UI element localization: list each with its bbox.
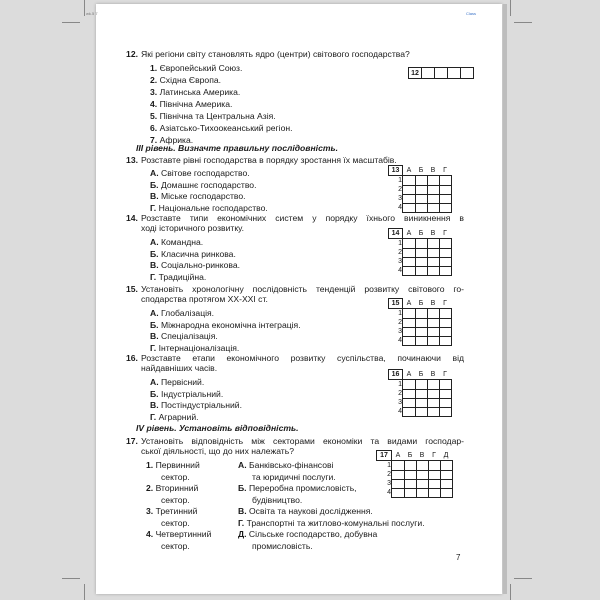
answer-cell[interactable] bbox=[415, 248, 427, 257]
answer-cell[interactable] bbox=[439, 203, 451, 212]
option: Г. Інтернаціоналізація. bbox=[150, 342, 240, 353]
option: Б. Міжнародна економічна інтеграція. bbox=[150, 319, 301, 330]
answer-cell[interactable] bbox=[439, 194, 451, 203]
option: В. Постіндустріальний. bbox=[150, 400, 242, 410]
answer-grid-17: 17 А Б В Г Д 1 2 3 4 bbox=[376, 450, 453, 498]
answer-cell[interactable] bbox=[440, 479, 452, 488]
answer-cell[interactable] bbox=[439, 389, 451, 398]
option: 6. Азіатсько-Тихоокеанський регіон. bbox=[150, 123, 293, 133]
answer-grid-12 bbox=[408, 67, 474, 79]
activity-item: В. Освіта та наукові дослідження. bbox=[238, 506, 373, 516]
question-12 bbox=[126, 49, 410, 59]
answer-cell[interactable] bbox=[440, 470, 452, 479]
option: В. Спеціалізація. bbox=[150, 331, 218, 341]
answer-cell[interactable] bbox=[427, 248, 439, 257]
answer-cell[interactable] bbox=[439, 185, 451, 194]
option: Г. Національне господарство. bbox=[150, 202, 268, 213]
option: Б. Індустріальний. bbox=[150, 388, 224, 399]
answer-cell[interactable] bbox=[415, 257, 427, 266]
option: 7. Африка. bbox=[150, 135, 194, 145]
answer-cell[interactable] bbox=[403, 309, 416, 319]
answer-cell[interactable] bbox=[422, 68, 435, 79]
answer-cell[interactable] bbox=[404, 479, 416, 488]
crop-mark bbox=[62, 22, 80, 23]
answer-cell[interactable] bbox=[439, 266, 451, 275]
answer-cell[interactable] bbox=[435, 68, 448, 79]
answer-cell[interactable] bbox=[427, 327, 439, 336]
answer-cell[interactable] bbox=[439, 327, 451, 336]
option: 3. Латинська Америка. bbox=[150, 87, 241, 97]
sector-item: 3. Третинний сектор. bbox=[146, 506, 198, 528]
grid-tag: 15 bbox=[389, 299, 403, 309]
answer-cell[interactable] bbox=[403, 407, 416, 416]
answer-grid-14: 14 А Б В Г 1 2 3 4 bbox=[388, 228, 452, 276]
crop-mark bbox=[510, 584, 511, 600]
grid-tag: 17 bbox=[377, 451, 392, 461]
answer-cell[interactable] bbox=[403, 203, 416, 212]
page-number: 7 bbox=[456, 553, 461, 562]
answer-cell[interactable] bbox=[415, 327, 427, 336]
answer-cell[interactable] bbox=[403, 318, 416, 327]
answer-cell[interactable] bbox=[428, 461, 440, 471]
answer-cell[interactable] bbox=[415, 318, 427, 327]
question-number: 12. bbox=[126, 49, 138, 59]
answer-cell[interactable] bbox=[427, 185, 439, 194]
answer-cell[interactable] bbox=[415, 185, 427, 194]
q13-options bbox=[150, 168, 268, 214]
answer-cell[interactable] bbox=[427, 309, 439, 319]
answer-cell[interactable] bbox=[403, 380, 416, 390]
question-text: Які регіони світу становлять ядро (центри) світового господарства? bbox=[141, 49, 410, 59]
answer-cell[interactable] bbox=[427, 336, 439, 345]
q14-options bbox=[150, 237, 240, 283]
answer-cell[interactable] bbox=[392, 488, 405, 497]
answer-cell[interactable] bbox=[416, 488, 428, 497]
option: Б. Домашнє господарство. bbox=[150, 179, 257, 190]
answer-cell[interactable] bbox=[448, 68, 461, 79]
answer-cell[interactable] bbox=[428, 470, 440, 479]
answer-cell[interactable] bbox=[461, 68, 474, 79]
answer-cell[interactable] bbox=[403, 176, 416, 186]
answer-cell[interactable] bbox=[439, 309, 451, 319]
answer-cell[interactable] bbox=[403, 248, 416, 257]
answer-cell[interactable] bbox=[416, 470, 428, 479]
option: А. Командна. bbox=[150, 237, 204, 247]
question-17: 17. Установіть відповідність між секторами економіки та видами господар- ської діяльності, що до них належать? bbox=[126, 436, 464, 456]
running-header-right: Class bbox=[466, 11, 477, 16]
answer-cell[interactable] bbox=[415, 380, 427, 390]
grid-tag: 14 bbox=[389, 229, 403, 239]
answer-cell[interactable] bbox=[403, 266, 416, 275]
answer-cell[interactable] bbox=[403, 336, 416, 345]
option: А. Світове господарство. bbox=[150, 168, 250, 178]
question-13: 13. Розставте рівні господарства в порядку зростання їх масштабів. bbox=[126, 155, 397, 165]
option: 2. Східна Європа. bbox=[150, 75, 222, 85]
answer-cell[interactable] bbox=[427, 380, 439, 390]
answer-cell[interactable] bbox=[415, 407, 427, 416]
running-header-left: wk.5 7 bbox=[86, 11, 98, 16]
crop-mark bbox=[84, 0, 85, 16]
grid-tag: 12 bbox=[409, 68, 422, 79]
answer-cell[interactable] bbox=[439, 257, 451, 266]
page-spine bbox=[503, 4, 507, 594]
answer-cell[interactable] bbox=[403, 239, 416, 249]
option: 4. Північна Америка. bbox=[150, 99, 233, 109]
answer-cell[interactable] bbox=[404, 470, 416, 479]
activity-item: Г. Транспортні та житлово-комунальні послуги. bbox=[238, 517, 425, 528]
option: В. Міське господарство. bbox=[150, 191, 246, 201]
answer-cell[interactable] bbox=[427, 257, 439, 266]
answer-cell[interactable] bbox=[403, 194, 416, 203]
answer-cell[interactable] bbox=[427, 266, 439, 275]
answer-cell[interactable] bbox=[415, 309, 427, 319]
answer-cell[interactable] bbox=[392, 479, 405, 488]
answer-cell[interactable] bbox=[415, 194, 427, 203]
answer-cell[interactable] bbox=[415, 336, 427, 345]
grid-tag: 16 bbox=[389, 370, 403, 380]
answer-grid-16: 16 А Б В Г 1 2 3 4 bbox=[388, 369, 452, 417]
answer-cell[interactable] bbox=[403, 185, 416, 194]
answer-cell[interactable] bbox=[404, 461, 416, 471]
answer-cell[interactable] bbox=[439, 336, 451, 345]
answer-cell[interactable] bbox=[403, 257, 416, 266]
answer-cell[interactable] bbox=[428, 479, 440, 488]
answer-cell[interactable] bbox=[403, 327, 416, 336]
q15-options bbox=[150, 308, 301, 354]
q12-options bbox=[150, 62, 292, 146]
grid-tag: 13 bbox=[389, 166, 403, 176]
answer-cell[interactable] bbox=[427, 398, 439, 407]
option: 5. Північна та Центральна Азія. bbox=[150, 111, 276, 121]
crop-mark bbox=[62, 578, 80, 579]
answer-cell[interactable] bbox=[439, 380, 451, 390]
answer-cell[interactable] bbox=[415, 239, 427, 249]
answer-cell[interactable] bbox=[439, 318, 451, 327]
option: А. Глобалізація. bbox=[150, 308, 215, 318]
option: Г. Аграрний. bbox=[150, 411, 199, 422]
answer-cell[interactable] bbox=[416, 479, 428, 488]
level-3-heading: III рівень. Визначте правильну послідовність. bbox=[136, 143, 338, 153]
answer-cell[interactable] bbox=[427, 239, 439, 249]
question-14: 14. Розставте типи економічних систем у порядку їхнього виникнення в ході історичного розвитку. bbox=[126, 213, 464, 233]
answer-cell[interactable] bbox=[427, 194, 439, 203]
crop-mark bbox=[510, 0, 511, 16]
answer-cell[interactable] bbox=[415, 176, 427, 186]
answer-cell[interactable] bbox=[428, 488, 440, 497]
answer-grid-13: 13 А Б В Г 1 2 3 4 bbox=[388, 165, 452, 213]
option: 1. Європейський Союз. bbox=[150, 63, 243, 73]
answer-cell[interactable] bbox=[427, 318, 439, 327]
q17-left-column bbox=[146, 460, 211, 552]
answer-cell[interactable] bbox=[415, 203, 427, 212]
option: В. Соціально-ринкова. bbox=[150, 260, 241, 270]
crop-mark bbox=[514, 578, 532, 579]
answer-cell[interactable] bbox=[439, 239, 451, 249]
activity-item: А. Банківсько-фінансові bbox=[238, 460, 334, 470]
answer-cell[interactable] bbox=[439, 398, 451, 407]
sector-item: 1. Первинний сектор. bbox=[146, 460, 200, 482]
q17-right-column: А. Банківсько-фінансові та юридичні послуги. Б. Переробна промисловість, будівництво. В. Освіта та наукові дослідження. Г. Транспортні та житлово-комунальні послуги. Д. Сільське господарство, добувна промисловість. bbox=[238, 460, 425, 551]
sector-item: 4. Четвертинний сектор. bbox=[146, 529, 212, 551]
answer-cell[interactable] bbox=[392, 470, 405, 479]
answer-cell[interactable] bbox=[439, 176, 451, 186]
answer-cell[interactable] bbox=[415, 398, 427, 407]
q16-options bbox=[150, 377, 242, 423]
sector-item: 2. Вторинний сектор. bbox=[146, 483, 199, 505]
option: А. Первісний. bbox=[150, 377, 205, 387]
level-4-heading: IV рівень. Установіть відповідність. bbox=[136, 423, 299, 433]
answer-cell[interactable] bbox=[427, 389, 439, 398]
answer-cell[interactable] bbox=[439, 248, 451, 257]
answer-cell[interactable] bbox=[427, 203, 439, 212]
answer-cell[interactable] bbox=[415, 389, 427, 398]
answer-cell[interactable] bbox=[427, 176, 439, 186]
answer-grid-15: 15 А Б В Г 1 2 3 4 bbox=[388, 298, 452, 346]
answer-cell[interactable] bbox=[440, 488, 452, 497]
activity-item: Д. Сільське господарство, добувна bbox=[238, 529, 378, 539]
answer-cell[interactable] bbox=[403, 389, 416, 398]
question-16: 16. Розставте етапи економічного розвитку суспільства, починаючи від найдавніших часів. bbox=[126, 353, 464, 373]
answer-cell[interactable] bbox=[403, 398, 416, 407]
answer-cell[interactable] bbox=[440, 461, 452, 471]
answer-cell[interactable] bbox=[427, 407, 439, 416]
question-15: 15. Установіть хронологічну послідовність тенденцій розвитку світового го- сподарства протягом ХХ-ХХІ ст. bbox=[126, 284, 464, 304]
answer-cell[interactable] bbox=[392, 461, 405, 471]
answer-cell[interactable] bbox=[404, 488, 416, 497]
crop-mark bbox=[514, 22, 532, 23]
answer-cell[interactable] bbox=[416, 461, 428, 471]
option: Б. Класична ринкова. bbox=[150, 248, 236, 259]
answer-cell[interactable] bbox=[439, 407, 451, 416]
answer-cell[interactable] bbox=[415, 266, 427, 275]
activity-item: Б. Переробна промисловість, bbox=[238, 483, 357, 493]
option: Г. Традиційна. bbox=[150, 271, 207, 282]
crop-mark bbox=[84, 584, 85, 600]
